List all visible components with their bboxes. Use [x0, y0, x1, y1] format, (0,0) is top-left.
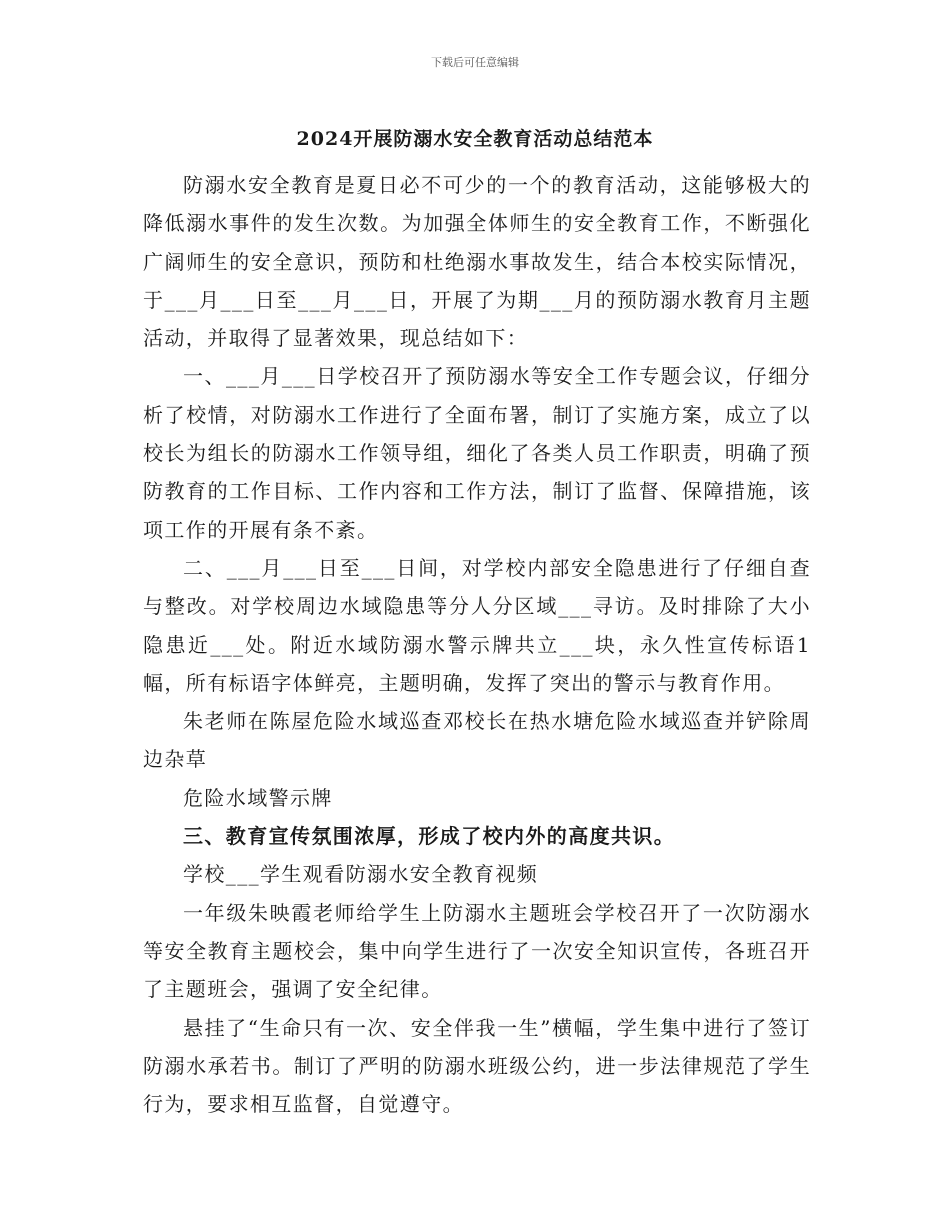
- document-title: 2024开展防溺水安全教育活动总结范本: [296, 128, 654, 150]
- photo-caption-patrol: 朱老师在陈屋危险水域巡查邓校长在热水塘危险水域巡查并铲除周边杂草: [143, 709, 811, 772]
- paragraph-section-2: 二、___月___日至___日间，对学校内部安全隐患进行了仔细自查与整改。对学校周边水域隐患等分人分区域___寻访。及时排除了大小隐患近___处。附近水域防溺水警示牌共立___块，永久性宣传标语1幅，所有标语字体鲜亮，主题明确，发挥了突出的警示与教育作用。: [143, 555, 811, 695]
- paragraph-section-1: 一、___月___日学校召开了预防溺水等安全工作专题会议，仔细分析了校情，对防溺水工作进行了全面布署，制订了实施方案，成立了以校长为组长的防溺水工作领导组，细化了各类人员工作职责，明确了预防教育的工作目标、工作内容和工作方法，制订了监督、保障措施，该项工作的开展有条不紊。: [143, 364, 811, 542]
- header-note: 下载后可任意编辑: [431, 56, 519, 69]
- section-heading-3: 三、教育宣传氛围浓厚，形成了校内外的高度共识。: [183, 824, 676, 849]
- paragraph-class-meeting: 一年级朱映霞老师给学生上防溺水主题班会学校召开了一次防溺水等安全教育主题校会，集中向学生进行了一次安全知识宣传，各班召开了主题班会，强调了安全纪律。: [143, 900, 811, 1002]
- photo-caption-video: 学校___学生观看防溺水安全教育视频: [183, 862, 539, 887]
- paragraph-intro: 防溺水安全教育是夏日必不可少的一个的教育活动，这能够极大的降低溺水事件的发生次数。为加强全体师生的安全教育工作，不断强化广阔师生的安全意识，预防和杜绝溺水事故发生，结合本校实际情况，于___月___日至___月___日，开展了为期___月的预防溺水教育月主题活动，并取得了显著效果，现总结如下：: [143, 173, 811, 351]
- paragraph-banner: 悬挂了“生命只有一次、安全伴我一生”横幅，学生集中进行了签订防溺水承若书。制订了严明的防溺水班级公约，进一步法律规范了学生行为，要求相互监督，自觉遵守。: [143, 1015, 811, 1117]
- document-body: [143, 166, 811, 1123]
- photo-caption-warning-sign: 危险水域警示牌: [183, 785, 333, 810]
